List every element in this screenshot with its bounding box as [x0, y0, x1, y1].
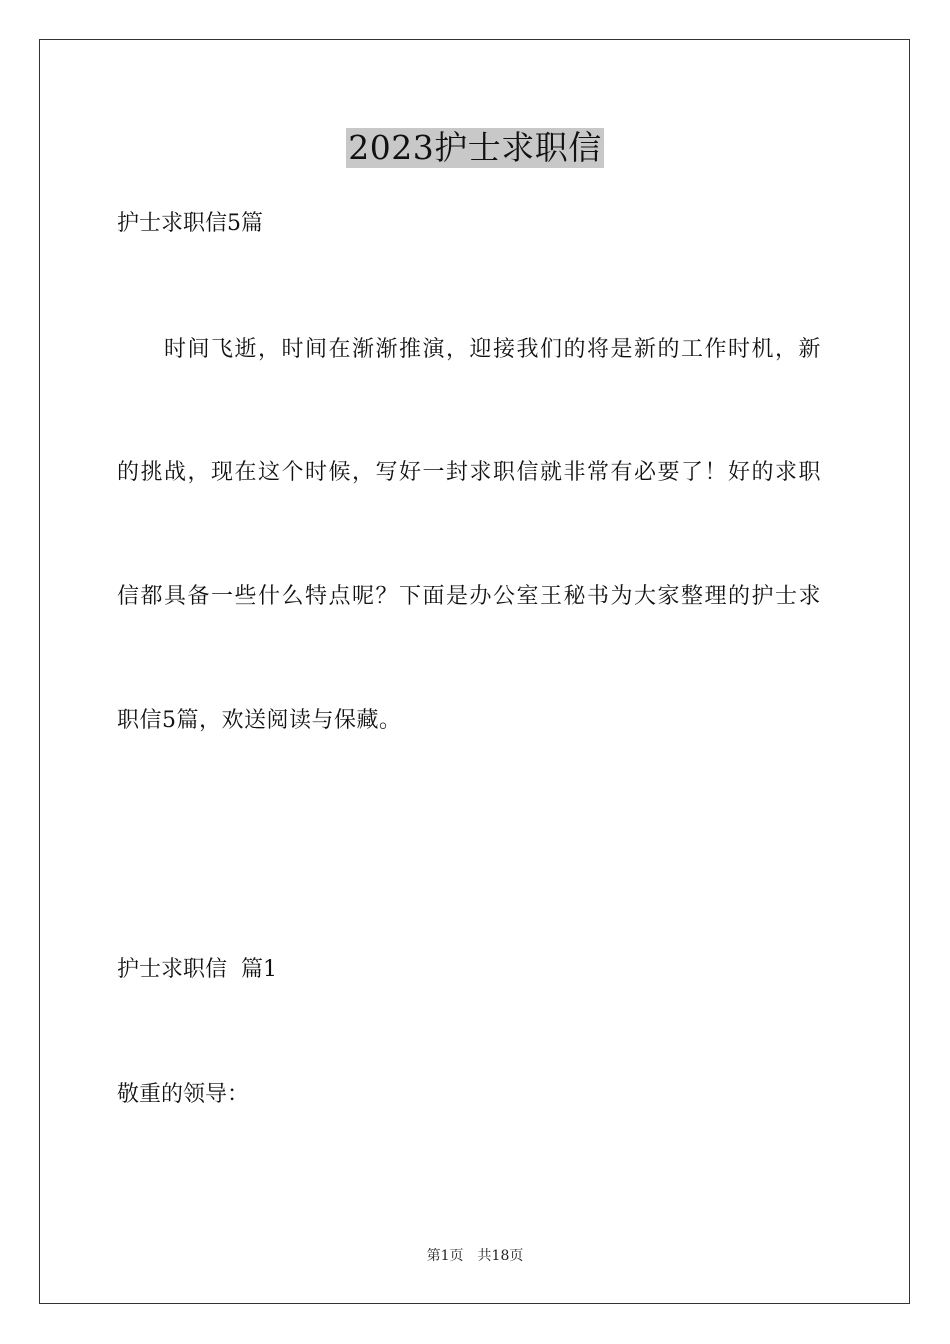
page-total: 共18页 — [477, 1248, 524, 1264]
document-title: 2023护士求职信 — [348, 128, 602, 167]
salutation: 敬重的领导： — [117, 1082, 250, 1107]
intro-line-1: 时间飞逝，时间在渐渐推演，迎接我们的将是新的工作时机，新 — [164, 337, 823, 362]
page-number: 第1页 — [426, 1248, 464, 1264]
intro-line-4: 职信5篇，欢送阅读与保藏。 — [117, 708, 402, 733]
section-heading: 护士求职信 篇1 — [117, 957, 277, 982]
title-container — [0, 128, 950, 168]
intro-line-2: 的挑战，现在这个时候，写好一封求职信就非常有必要了！好的求职 — [117, 460, 823, 485]
page-footer — [0, 1247, 950, 1265]
intro-line-3: 信都具备一些什么特点呢？下面是办公室王秘书为大家整理的护士求 — [117, 584, 823, 609]
document-subtitle: 护士求职信5篇 — [117, 211, 263, 236]
